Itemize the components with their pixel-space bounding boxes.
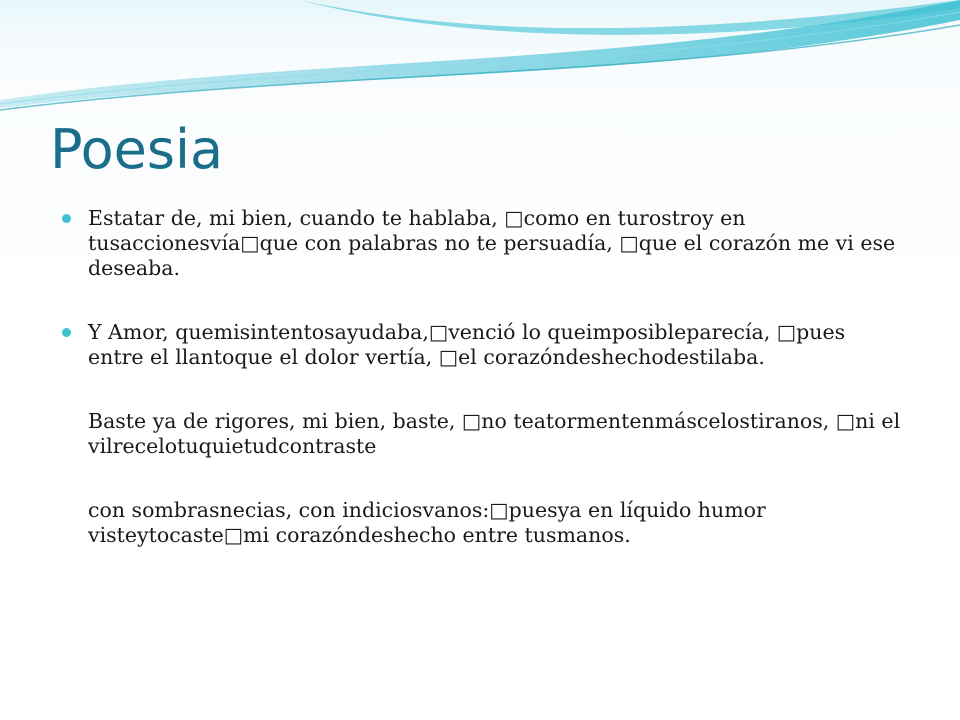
paragraph-text: Baste ya de rigores, mi bien, baste, □no teatormentenmáscelostiranos, □ni el vilrecelotuquietudcontraste xyxy=(88,409,901,458)
slide-title: Poesia xyxy=(50,118,224,181)
header-wave-decoration xyxy=(0,0,960,120)
paragraph-text: Y Amor, quemisintentosayudaba,□venció lo queimposibleparecía, □pues entre el llantoque el dolor vertía, □el corazóndeshechodestilaba. xyxy=(88,320,846,369)
slide-body xyxy=(62,206,902,587)
paragraph-text: Estatar de, mi bien, cuando te hablaba, □como en turostroy en tusaccionesvía□que con palabras no te persuadía, □que el corazón me vi ese deseaba. xyxy=(88,206,896,280)
paragraph-1 xyxy=(62,206,902,281)
paragraph-text: con sombrasnecias, con indiciosvanos:□puesya en líquido humor visteytocaste□mi corazóndeshecho entre tusmanos. xyxy=(88,498,766,547)
paragraph-2 xyxy=(62,320,902,370)
paragraph-3 xyxy=(62,409,902,459)
paragraph-4 xyxy=(62,498,902,548)
